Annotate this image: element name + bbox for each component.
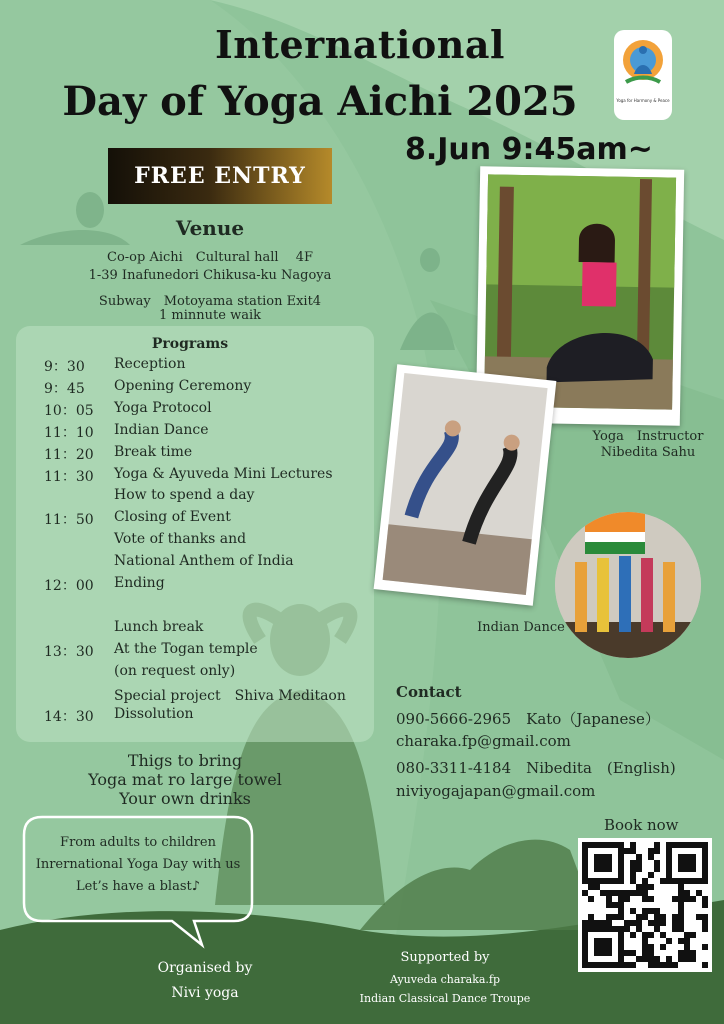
program-time: 13：30 bbox=[44, 643, 94, 660]
indian-dance-photo bbox=[555, 512, 701, 658]
program-description: Dissolution bbox=[114, 706, 194, 723]
yoga-figure-icon bbox=[614, 30, 672, 120]
organiser-name: Nivi yoga bbox=[171, 985, 239, 1001]
bubble-line: Let’s have a blast♪ bbox=[75, 879, 201, 894]
program-description: National Anthem of India bbox=[114, 553, 294, 570]
program-time: 9：45 bbox=[44, 380, 85, 397]
program-description: Reception bbox=[114, 356, 186, 372]
things-item: Yoga mat ro large towel bbox=[88, 770, 282, 789]
title-line-1: International bbox=[215, 22, 505, 67]
program-time: 11：50 bbox=[44, 512, 94, 529]
yoga-pose-photo bbox=[374, 364, 557, 605]
bubble-line: From adults to children bbox=[60, 835, 216, 850]
programs-heading: Programs bbox=[151, 336, 229, 352]
instructor-name: Nibedita Sahu bbox=[600, 445, 696, 460]
supporter-2: Indian Classical Dance Troupe bbox=[359, 992, 531, 1005]
dance-caption: Indian Dance bbox=[477, 620, 565, 635]
yoga-day-logo bbox=[614, 30, 672, 120]
program-description: Opening Ceremony bbox=[114, 377, 252, 394]
contact-heading: Contact bbox=[396, 683, 462, 701]
program-time: 14：30 bbox=[44, 709, 94, 726]
program-description: How to spend a day bbox=[114, 487, 255, 504]
contact-email-nivi[interactable]: niviyogajapan@gmail.com bbox=[396, 782, 596, 800]
program-description: Special project Shiva Meditaon bbox=[114, 687, 346, 704]
program-description: Vote of thanks and bbox=[114, 531, 247, 548]
program-description: Yoga & Ayuveda Mini Lectures bbox=[114, 465, 333, 482]
program-description: Lunch break bbox=[114, 618, 204, 635]
program-time: 10：05 bbox=[44, 402, 94, 419]
program-time: 9：30 bbox=[44, 359, 85, 375]
book-now-label: Book now bbox=[604, 816, 679, 834]
logo-caption: Yoga for Harmony & Peace bbox=[616, 98, 670, 103]
program-description: Break time bbox=[114, 443, 193, 460]
program-description: (on request only) bbox=[114, 662, 236, 679]
event-date: 8.Jun 9:45am~ bbox=[405, 132, 653, 167]
venue-line: 1-39 Inafunedori Chikusa-ku Nagoya bbox=[88, 268, 332, 283]
things-item: Your own drinks bbox=[119, 789, 251, 808]
venue-heading: Venue bbox=[175, 216, 245, 240]
instructor-caption: Yoga Instructor bbox=[592, 429, 704, 444]
program-description: Ending bbox=[114, 575, 165, 591]
program-description: At the Togan temple bbox=[114, 640, 258, 657]
program-description: Indian Dance bbox=[114, 421, 209, 438]
program-time: 12：00 bbox=[44, 578, 94, 594]
venue-line: 1 minnute waik bbox=[159, 308, 261, 323]
supported-label: Supported by bbox=[400, 950, 490, 965]
program-description: Closing of Event bbox=[114, 509, 231, 526]
bubble-line: Inrernational Yoga Day with us bbox=[35, 857, 241, 872]
supporter-1: Ayuveda charaka.fp bbox=[389, 973, 501, 986]
free-entry-banner: FREE ENTRY bbox=[108, 148, 332, 204]
program-description: Yoga Protocol bbox=[114, 399, 212, 416]
contact-email-charaka[interactable]: charaka.fp@gmail.com bbox=[396, 732, 571, 750]
title-line-2: Day of Yoga Aichi 2025 bbox=[62, 78, 578, 125]
organised-label: Organised by bbox=[157, 960, 253, 976]
program-time: 11：20 bbox=[44, 446, 94, 463]
program-time: 11：30 bbox=[44, 468, 94, 485]
program-time: 11：10 bbox=[44, 424, 94, 441]
venue-line: Co-op Aichi Cultural hall 4F bbox=[107, 250, 313, 265]
things-heading: Thigs to bring bbox=[127, 751, 243, 770]
venue-line: Subway Motoyama station Exit4 bbox=[98, 294, 322, 309]
contact-phone-nibedita[interactable]: 080-3311-4184 Nibedita (English) bbox=[396, 759, 676, 777]
booking-qr-code[interactable] bbox=[578, 838, 712, 972]
contact-phone-kato[interactable]: 090-5666-2965 Kato（Japanese） bbox=[396, 710, 660, 728]
